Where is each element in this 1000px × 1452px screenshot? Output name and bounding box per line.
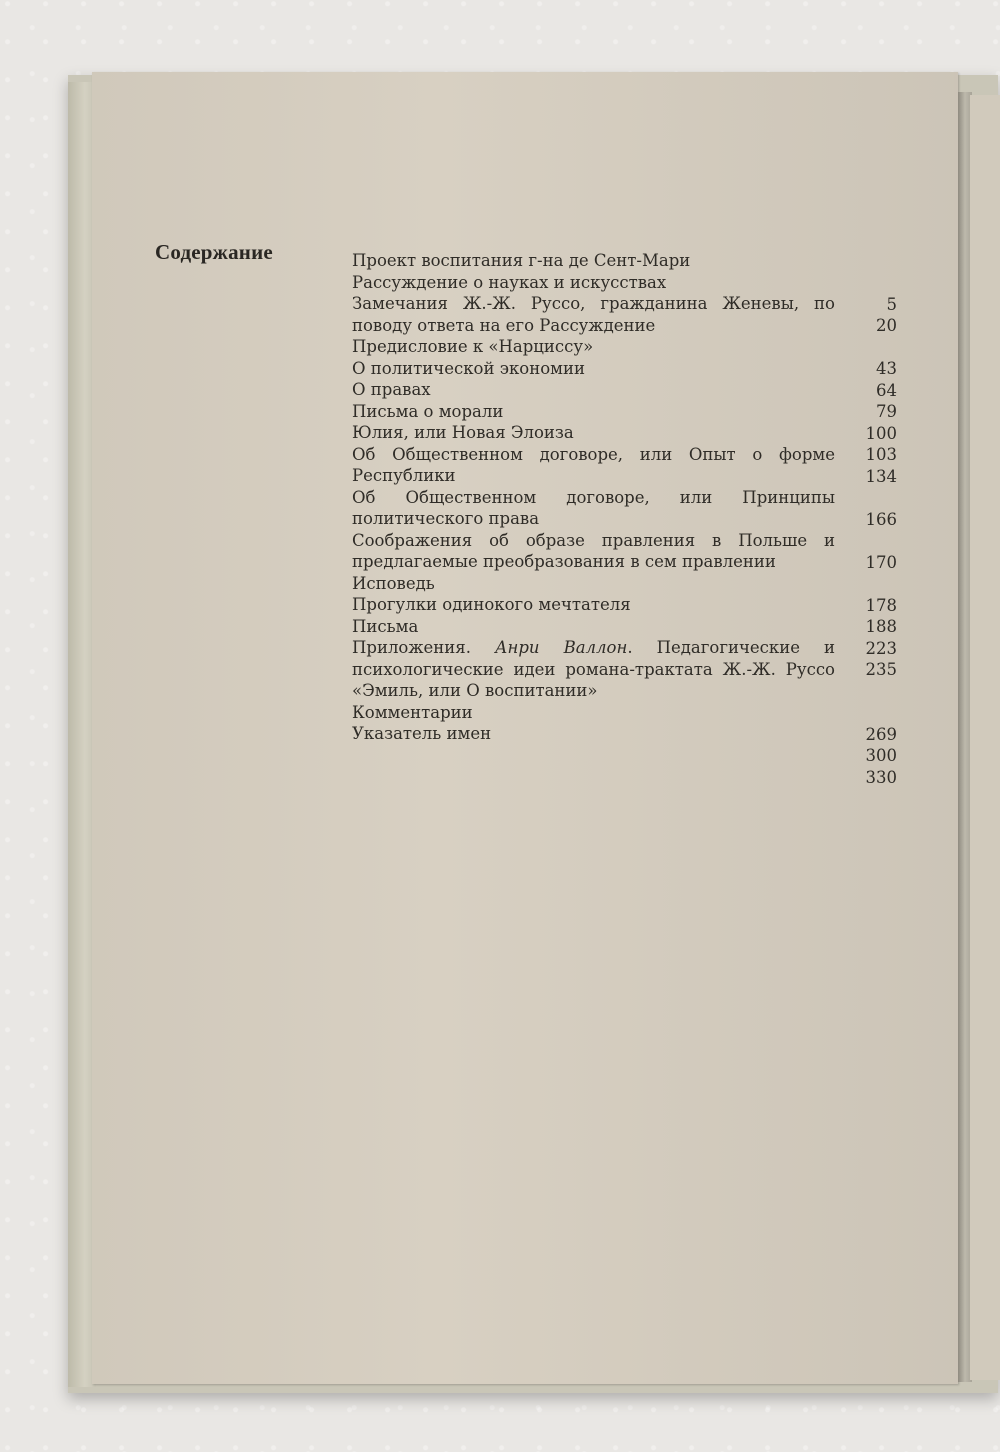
toc-entry-page: 269 — [865, 724, 897, 744]
toc-entry-title: Соображения об образе правления в Польше и предлагаемые преобразования в сем правлении — [352, 530, 835, 571]
toc-entry-page: 43 — [876, 359, 897, 378]
toc-entry-page: 20 — [876, 316, 897, 335]
toc-entry-page: 64 — [876, 380, 897, 400]
toc-entry-page: 178 — [865, 595, 897, 615]
toc-entry-title: Об Общественном договоре, или Принципы политического права — [352, 487, 835, 528]
toc-entry — [352, 637, 897, 702]
toc-entry — [352, 723, 897, 765]
toc-entry-page: 300 — [865, 746, 897, 765]
table-of-contents — [352, 250, 897, 787]
toc-entry-page: 100 — [865, 423, 897, 443]
toc-entry-title: Об Общественном договоре, или Опыт о форме Республики — [352, 444, 835, 485]
facing-page-edge — [970, 95, 1000, 1380]
appendix-author: Анри Валлон — [494, 638, 628, 657]
toc-entry-title: Письма о морали — [352, 401, 504, 421]
toc-entry-title: Указатель имен — [352, 724, 492, 743]
toc-entry-title: Проект воспитания г-на де Сент-Мари — [352, 251, 691, 270]
toc-entry — [352, 530, 897, 573]
toc-entry-page: 188 — [865, 617, 897, 636]
toc-entry-title: Письма — [352, 616, 419, 636]
toc-entry-title: О политической экономии — [352, 358, 585, 378]
toc-entry-page: 166 — [865, 509, 897, 529]
toc-entry-page: 223 — [865, 638, 897, 658]
toc-entry-title: Предисловие к «Нарциссу» — [352, 337, 594, 356]
toc-entry-page: 79 — [876, 402, 897, 421]
toc-entry-title: Прогулки одинокого мечтателя — [352, 595, 631, 614]
toc-entry — [352, 272, 897, 314]
contents-heading: Содержание — [155, 240, 273, 264]
toc-entry-page: 5 — [886, 294, 897, 314]
toc-entry-title: Юлия, или Новая Элоиза — [352, 423, 574, 442]
toc-entry-title: Комментарии — [352, 702, 473, 722]
toc-entry — [352, 250, 897, 272]
toc-entry-title: Исповедь — [352, 573, 435, 593]
toc-entry — [352, 293, 897, 336]
toc-entry — [352, 487, 897, 530]
appendix-title: . Педагогические и психологические идеи романа-трактата Ж.-Ж. Руссо «Эмиль, или О воспитании» — [352, 638, 835, 700]
toc-entry — [352, 745, 897, 787]
toc-entry-title — [352, 637, 835, 702]
toc-entry-title: Рассуждение о науках и искусствах — [352, 272, 667, 292]
toc-entry-title: О правах — [352, 380, 431, 399]
toc-entry-page: 103 — [865, 445, 897, 464]
toc-entry-page: 134 — [865, 466, 897, 486]
toc-entry-page: 235 — [865, 660, 897, 679]
toc-entry-title: Замечания Ж.-Ж. Руссо, гражданина Женевы, по поводу ответа на его Рассуждение — [352, 294, 835, 335]
toc-entry-page: 170 — [865, 552, 897, 572]
appendix-label: Приложения. — [352, 638, 495, 657]
toc-entry — [352, 422, 897, 464]
toc-entry-page: 330 — [865, 767, 897, 787]
toc-entry — [352, 444, 897, 487]
